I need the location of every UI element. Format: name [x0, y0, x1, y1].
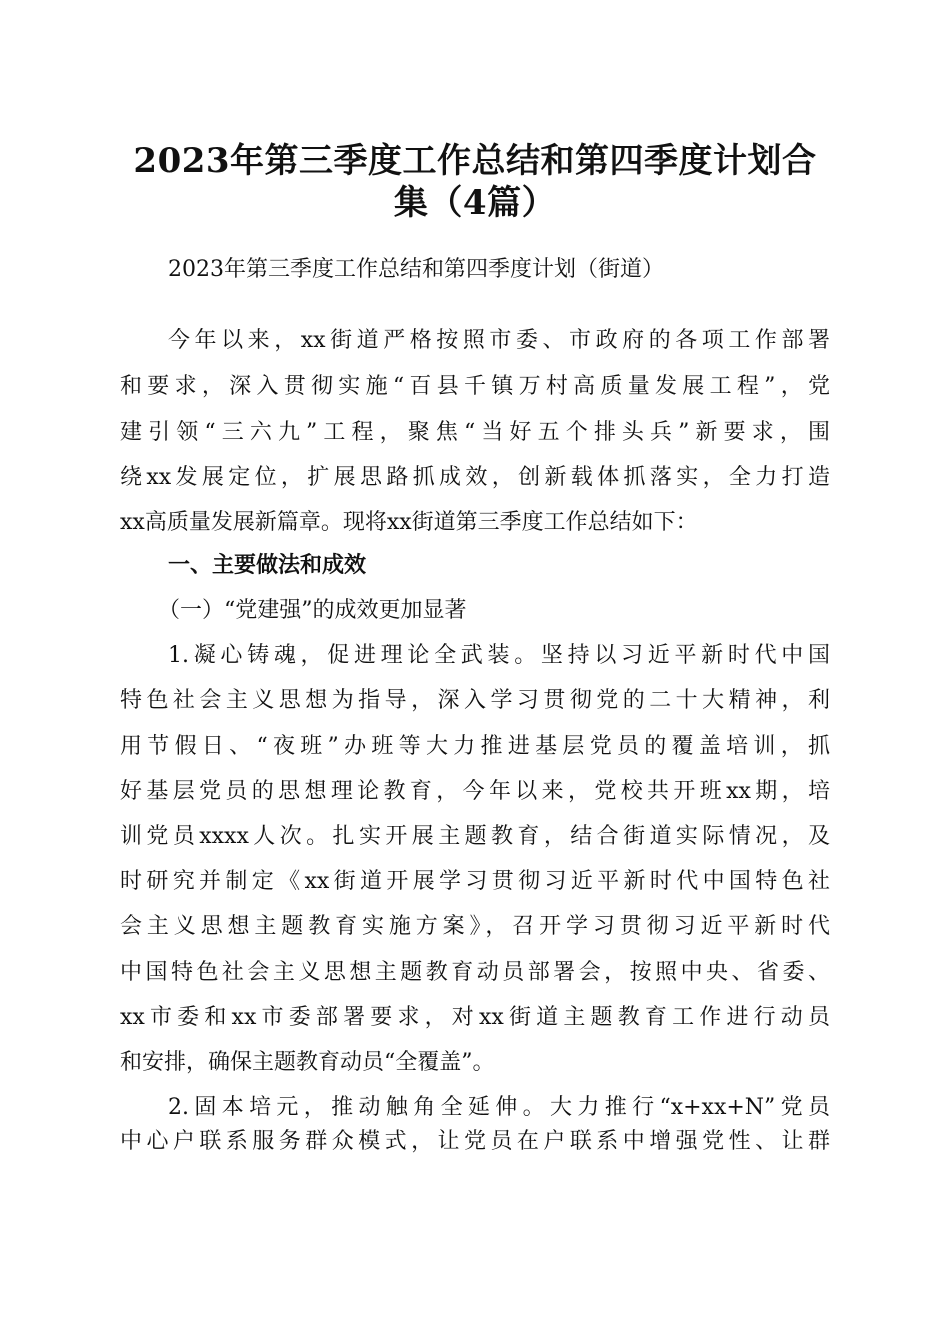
section-heading: 一、主要做法和成效 [168, 553, 367, 578]
paragraph-line: 绕xx发展定位，扩展思路抓成效，创新载体抓落实，全力打造 [120, 465, 830, 490]
paragraph-line: xx高质量发展新篇章。现将xx街道第三季度工作总结如下： [120, 510, 698, 535]
paragraph-line: 中心户联系服务群众模式，让党员在户联系中增强党性、让群 [120, 1129, 830, 1154]
paragraph-line: 今年以来，xx街道严格按照市委、市政府的各项工作部署 [168, 328, 830, 353]
paragraph-line: 建引领“三六九”工程，聚焦“当好五个排头兵”新要求，围 [120, 420, 830, 445]
document-subtitle: 2023年第三季度工作总结和第四季度计划（街道） [168, 257, 664, 282]
paragraph-line: 中国特色社会主义思想主题教育动员部署会，按照中央、省委、 [120, 960, 830, 985]
paragraph-line: 和要求，深入贯彻实施“百县千镇万村高质量发展工程”，党 [120, 374, 830, 399]
document-title-line-1: 2023年第三季度工作总结和第四季度计划合 [133, 141, 817, 181]
paragraph-line: 时研究并制定《xx街道开展学习贯彻习近平新时代中国特色社 [120, 869, 830, 894]
paragraph-line: 会主义思想主题教育实施方案》，召开学习贯彻习近平新时代 [120, 914, 830, 939]
paragraph-line: xx市委和xx市委部署要求，对xx街道主题教育工作进行动员 [120, 1005, 830, 1030]
paragraph-line: 用节假日、“夜班”办班等大力推进基层党员的覆盖培训，抓 [120, 734, 830, 759]
subsection-heading: （一）“党建强”的成效更加显著 [158, 598, 467, 623]
paragraph-line: 特色社会主义思想为指导，深入学习贯彻党的二十大精神，利 [120, 688, 830, 713]
document-title-line-2: 集（4篇） [393, 183, 557, 223]
paragraph-line: 好基层党员的思想理论教育，今年以来，党校共开班xx期，培 [120, 779, 830, 804]
paragraph-line: 1.凝心铸魂，促进理论全武装。坚持以习近平新时代中国 [168, 643, 830, 668]
paragraph-line: 训党员xxxx人次。扎实开展主题教育，结合街道实际情况，及 [120, 824, 830, 849]
paragraph-line: 2.固本培元，推动触角全延伸。大力推行“x+xx+N”党员 [168, 1095, 830, 1120]
paragraph-line: 和安排，确保主题教育动员“全覆盖”。 [120, 1050, 495, 1075]
